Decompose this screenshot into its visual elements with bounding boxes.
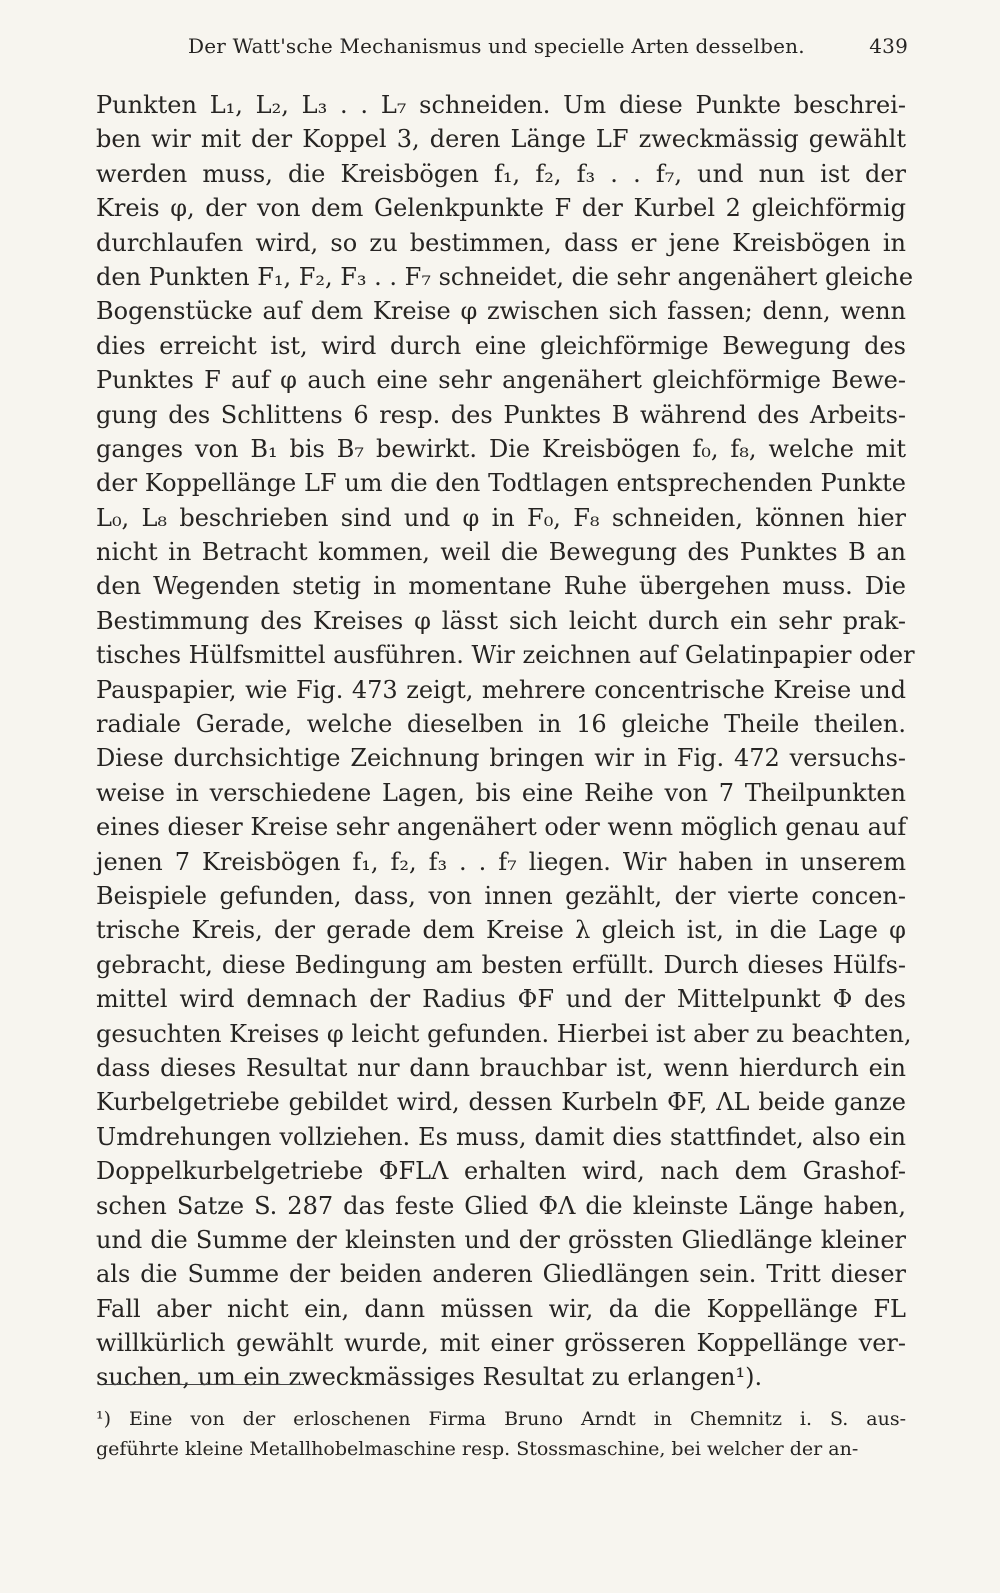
page-number: 439 bbox=[869, 34, 908, 58]
text-line-19: radiale Gerade, welche dieselben in 16 gleiche Theile theilen. bbox=[96, 710, 906, 739]
text-line-34: und die Summe der kleinsten und der grössten Gliedlänge kleiner bbox=[96, 1225, 906, 1254]
text-line-28: gesuchten Kreises φ leicht gefunden. Hierbei ist aber zu beachten, bbox=[96, 1019, 912, 1048]
text-line-29: dass dieses Resultat nur dann brauchbar ist, wenn hierdurch ein bbox=[96, 1053, 906, 1082]
text-line-11: ganges von B₁ bis B₇ bewirkt. Die Kreisbögen f₀, f₈, welche mit bbox=[96, 434, 906, 463]
text-line-31: Umdrehungen vollziehen. Es muss, damit dies stattfindet, also ein bbox=[96, 1122, 906, 1151]
text-line-10: gung des Schlittens 6 resp. des Punktes B während des Arbeits- bbox=[96, 400, 906, 429]
text-line-15: den Wegenden stetig in momentane Ruhe übergehen muss. Die bbox=[96, 572, 906, 601]
footnote-line-2: geführte kleine Metallhobelmaschine resp. Stossmaschine, bei welcher der an- bbox=[96, 1438, 859, 1460]
body-text bbox=[96, 88, 915, 1395]
running-title: Der Watt'sche Mechanismus und specielle Arten desselben. bbox=[188, 34, 805, 58]
text-line-9: Punktes F auf φ auch eine sehr angenähert gleichförmige Bewe- bbox=[96, 366, 906, 395]
text-line-24: Beispiele gefunden, dass, von innen gezählt, der vierte concen- bbox=[96, 881, 906, 910]
text-line-27: mittel wird demnach der Radius ΦF und der Mittelpunkt Φ des bbox=[96, 985, 906, 1014]
text-line-4: Kreis φ, der von dem Gelenkpunkte F der Kurbel 2 gleichförmig bbox=[96, 194, 906, 223]
text-line-12: der Koppellänge LF um die den Todtlagen entsprechenden Punkte bbox=[96, 469, 906, 498]
text-line-6: den Punkten F₁, F₂, F₃ . . F₇ schneidet, die sehr angenähert gleiche bbox=[96, 262, 914, 291]
text-line-20: Diese durchsichtige Zeichnung bringen wir in Fig. 472 versuchs- bbox=[96, 744, 906, 773]
text-line-38: suchen, um ein zweckmässiges Resultat zu erlangen¹). bbox=[96, 1363, 763, 1392]
text-line-16: Bestimmung des Kreises φ lässt sich leicht durch ein sehr prak- bbox=[96, 606, 906, 635]
text-line-13: L₀, L₈ beschrieben sind und φ in F₀, F₈ schneiden, können hier bbox=[96, 503, 906, 532]
text-line-33: schen Satze S. 287 das feste Glied ΦΛ die kleinste Länge haben, bbox=[96, 1191, 906, 1220]
text-line-21: weise in verschiedene Lagen, bis eine Reihe von 7 Theilpunkten bbox=[96, 778, 906, 807]
text-line-17: tisches Hülfsmittel ausführen. Wir zeichnen auf Gelatinpapier oder bbox=[96, 641, 915, 670]
text-line-7: Bogenstücke auf dem Kreise φ zwischen sich fassen; denn, wenn bbox=[96, 297, 906, 326]
text-line-25: trische Kreis, der gerade dem Kreise λ gleich ist, in die Lage φ bbox=[96, 916, 906, 945]
text-line-36: Fall aber nicht ein, dann müssen wir, da die Koppellänge FL bbox=[96, 1294, 906, 1323]
text-line-35: als die Summe der beiden anderen Gliedlängen sein. Tritt dieser bbox=[96, 1260, 906, 1289]
footnote-line-1: ¹) Eine von der erloschenen Firma Bruno Arndt in Chemnitz i. S. aus- bbox=[96, 1408, 906, 1430]
text-line-3: werden muss, die Kreisbögen f₁, f₂, f₃ . . f₇, und nun ist der bbox=[96, 159, 906, 188]
text-line-14: nicht in Betracht kommen, weil die Bewegung des Punktes B an bbox=[96, 538, 906, 567]
text-line-26: gebracht, diese Bedingung am besten erfüllt. Durch dieses Hülfs- bbox=[96, 950, 906, 979]
text-line-8: dies erreicht ist, wird durch eine gleichförmige Bewegung des bbox=[96, 331, 906, 360]
text-line-18: Pauspapier, wie Fig. 473 zeigt, mehrere concentrische Kreise und bbox=[96, 675, 906, 704]
text-line-32: Doppelkurbelgetriebe ΦFLΛ erhalten wird, nach dem Grashof- bbox=[96, 1157, 906, 1186]
text-line-5: durchlaufen wird, so zu bestimmen, dass er jene Kreisbögen in bbox=[96, 228, 906, 257]
footnote bbox=[96, 1404, 906, 1464]
text-line-37: willkürlich gewählt wurde, mit einer grösseren Koppellänge ver- bbox=[96, 1329, 906, 1358]
text-line-23: jenen 7 Kreisbögen f₁, f₂, f₃ . . f₇ liegen. Wir haben in unserem bbox=[96, 847, 906, 876]
footnote-rule bbox=[104, 1384, 304, 1385]
text-line-30: Kurbelgetriebe gebildet wird, dessen Kurbeln ΦF, ΛL beide ganze bbox=[96, 1088, 906, 1117]
text-line-2: ben wir mit der Koppel 3, deren Länge LF zweckmässig gewählt bbox=[96, 125, 906, 154]
text-line-1: Punkten L₁, L₂, L₃ . . L₇ schneiden. Um diese Punkte beschrei- bbox=[96, 91, 906, 119]
text-line-22: eines dieser Kreise sehr angenähert oder wenn möglich genau auf bbox=[96, 813, 907, 842]
